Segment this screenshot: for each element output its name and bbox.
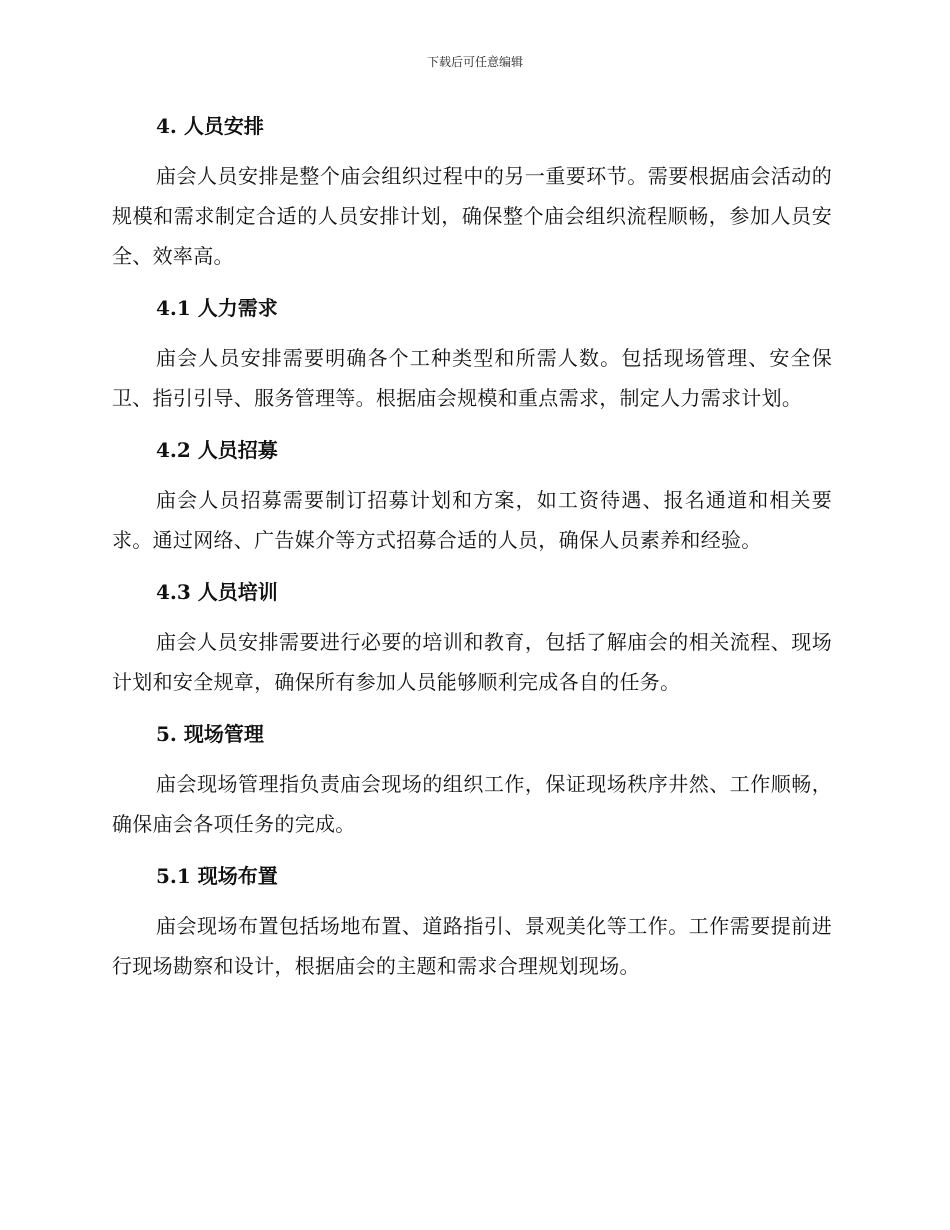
section-heading-4: 4. 人员安排: [156, 114, 264, 138]
page-header-note: 下载后可任意编辑: [426, 55, 523, 69]
section-paragraph-4-2: 庙会人员招募需要制订招募计划和方案，如工资待遇、报名通道和相关要求。通过网络、广告媒介等方式招募合适的人员，确保人员素养和经验。: [112, 488, 832, 552]
section-paragraph-4-1: 庙会人员安排需要明确各个工种类型和所需人数。包括现场管理、安全保卫、指引引导、服务管理等。根据庙会规模和重点需求，制定人力需求计划。: [112, 346, 832, 410]
section-heading-4-2: 4.2 人员招募: [156, 438, 278, 462]
section-heading-4-1: 4.1 人力需求: [156, 296, 278, 320]
section-paragraph-5-1: 庙会现场布置包括场地布置、道路指引、景观美化等工作。工作需要提前进行现场勘察和设计，根据庙会的主题和需求合理规划现场。: [112, 914, 832, 978]
section-heading-4-3: 4.3 人员培训: [156, 580, 278, 604]
section-heading-5-1: 5.1 现场布置: [156, 864, 278, 888]
section-paragraph-4: 庙会人员安排是整个庙会组织过程中的另一重要环节。需要根据庙会活动的规模和需求制定合适的人员安排计划，确保整个庙会组织流程顺畅，参加人员安全、效率高。: [112, 164, 832, 268]
section-paragraph-4-3: 庙会人员安排需要进行必要的培训和教育，包括了解庙会的相关流程、现场计划和安全规章，确保所有参加人员能够顺利完成各自的任务。: [112, 630, 832, 694]
document-body: [112, 106, 832, 998]
section-heading-5: 5. 现场管理: [156, 722, 264, 746]
section-paragraph-5: 庙会现场管理指负责庙会现场的组织工作，保证现场秩序井然、工作顺畅，确保庙会各项任务的完成。: [112, 772, 832, 836]
